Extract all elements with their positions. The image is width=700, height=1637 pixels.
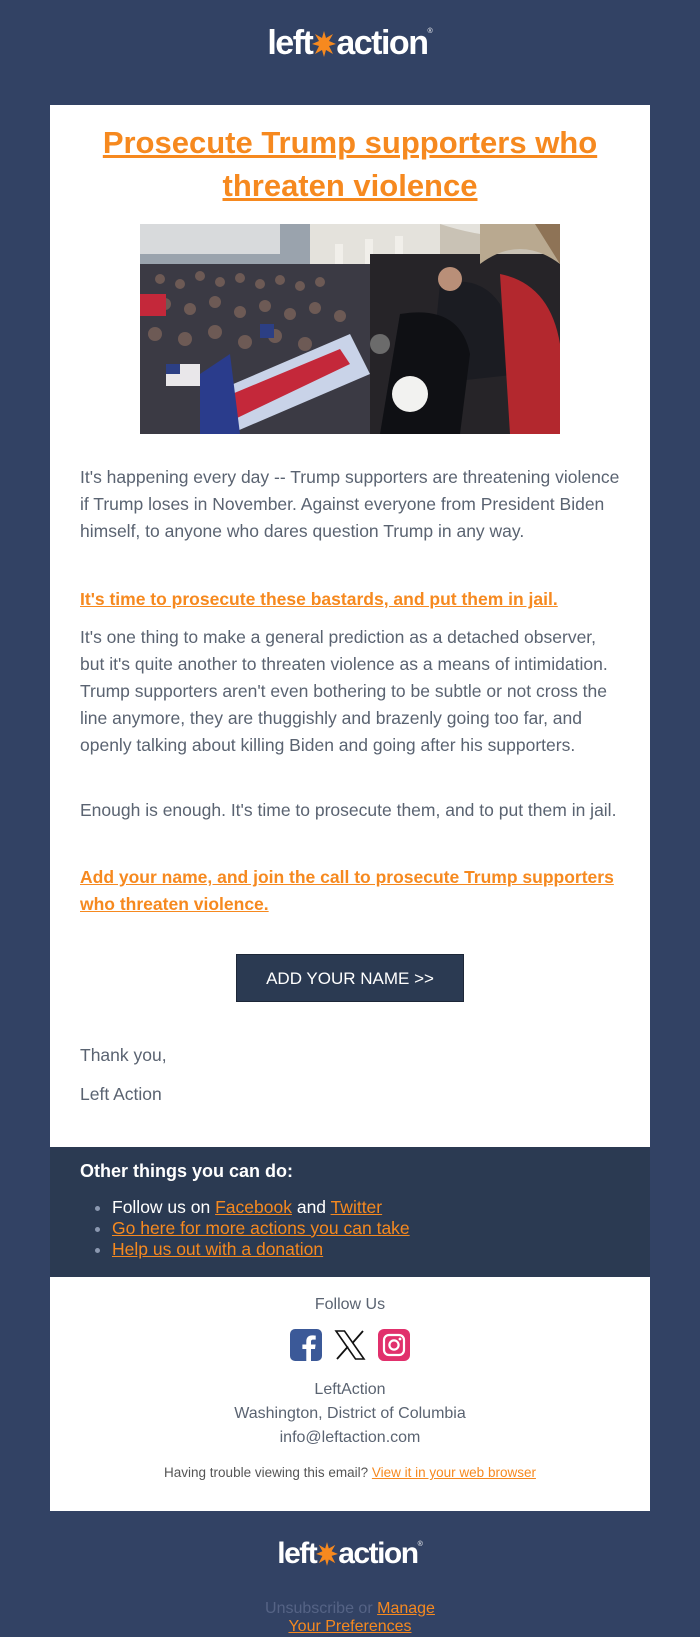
body-paragraph-1: It's happening every day -- Trump supporters are threatening violence if Trump loses in November. Against everyone from President Biden himself, to anyone who dares question Trump in any way. — [80, 467, 620, 541]
photo-illustration — [140, 224, 560, 434]
more-actions-link[interactable]: Go here for more actions you can take — [112, 1218, 410, 1238]
footer-card — [50, 1277, 650, 1511]
other-actions-list — [80, 1197, 410, 1260]
logo-text-right: action — [336, 24, 428, 62]
add-your-name-button[interactable]: ADD YOUR NAME >> — [236, 954, 464, 1002]
social-icons — [50, 1329, 650, 1365]
add-name-link[interactable]: Add your name, and join the call to prosecute Trump supporters who threaten violence. — [80, 867, 614, 914]
registered-mark: ® — [417, 1541, 423, 1548]
headline — [80, 121, 620, 207]
body-paragraph-5 — [80, 864, 620, 918]
starburst-icon — [316, 1537, 338, 1571]
twitter-link[interactable]: Twitter — [330, 1197, 383, 1217]
unsubscribe-link[interactable]: Unsubscribe — [265, 1600, 354, 1617]
org-location: Washington, District of Columbia — [234, 1405, 466, 1422]
view-in-browser-link[interactable]: View it in your web browser — [371, 1465, 536, 1480]
logo-text-left: left — [267, 24, 313, 62]
leftaction-logo-top[interactable] — [0, 24, 700, 63]
other-actions-panel — [50, 1147, 650, 1277]
list-item — [112, 1218, 410, 1239]
facebook-icon[interactable] — [290, 1329, 322, 1361]
capitol-riot-photo[interactable] — [140, 224, 560, 434]
org-email: info@leftaction.com — [279, 1429, 421, 1446]
follow-us-label: Follow Us — [314, 1296, 386, 1313]
main-content-card — [50, 105, 650, 1147]
body-paragraph-3: It's one thing to make a general prediction as a detached observer, but it's quite another to threaten violence as a means of intimidation. Trump supporters aren't even bothering to be subtle or not cross the line anymore, they are thuggishly and brazenly going too far, and openly talking about killing Biden and going after his supporters. — [80, 627, 608, 755]
logo-text-right: action — [338, 1537, 418, 1570]
x-icon[interactable] — [334, 1329, 366, 1361]
logo-text-left: left — [277, 1537, 317, 1570]
manage-preferences-link[interactable]: Manage Your Preferences — [288, 1600, 435, 1635]
leftaction-logo-bottom[interactable] — [0, 1537, 700, 1571]
unsubscribe-line — [250, 1600, 450, 1636]
instagram-icon[interactable] — [378, 1329, 410, 1361]
other-actions-title: Other things you can do: — [80, 1161, 294, 1181]
registered-mark: ® — [427, 28, 433, 35]
prosecute-link[interactable]: It's time to prosecute these bastards, and put them in jail. — [80, 589, 558, 609]
donation-link[interactable]: Help us out with a donation — [112, 1239, 324, 1259]
and-text: and — [291, 1197, 331, 1217]
signature-text: Left Action — [80, 1084, 162, 1104]
facebook-link[interactable]: Facebook — [215, 1197, 292, 1217]
follow-prefix-text: Follow us on — [112, 1197, 216, 1217]
list-item — [112, 1239, 410, 1260]
or-text: or — [353, 1600, 378, 1617]
headline-link[interactable]: Prosecute Trump supporters who threaten violence — [102, 125, 598, 203]
trouble-label: Having trouble viewing this email? — [164, 1465, 372, 1480]
starburst-icon — [312, 24, 336, 63]
list-item — [112, 1197, 410, 1218]
thank-you-text: Thank you, — [80, 1045, 167, 1065]
org-name: LeftAction — [314, 1381, 386, 1398]
body-paragraph-4: Enough is enough. It's time to prosecute them, and to put them in jail. — [80, 800, 617, 820]
trouble-viewing-text — [50, 1465, 650, 1480]
body-paragraph-2 — [80, 586, 620, 613]
